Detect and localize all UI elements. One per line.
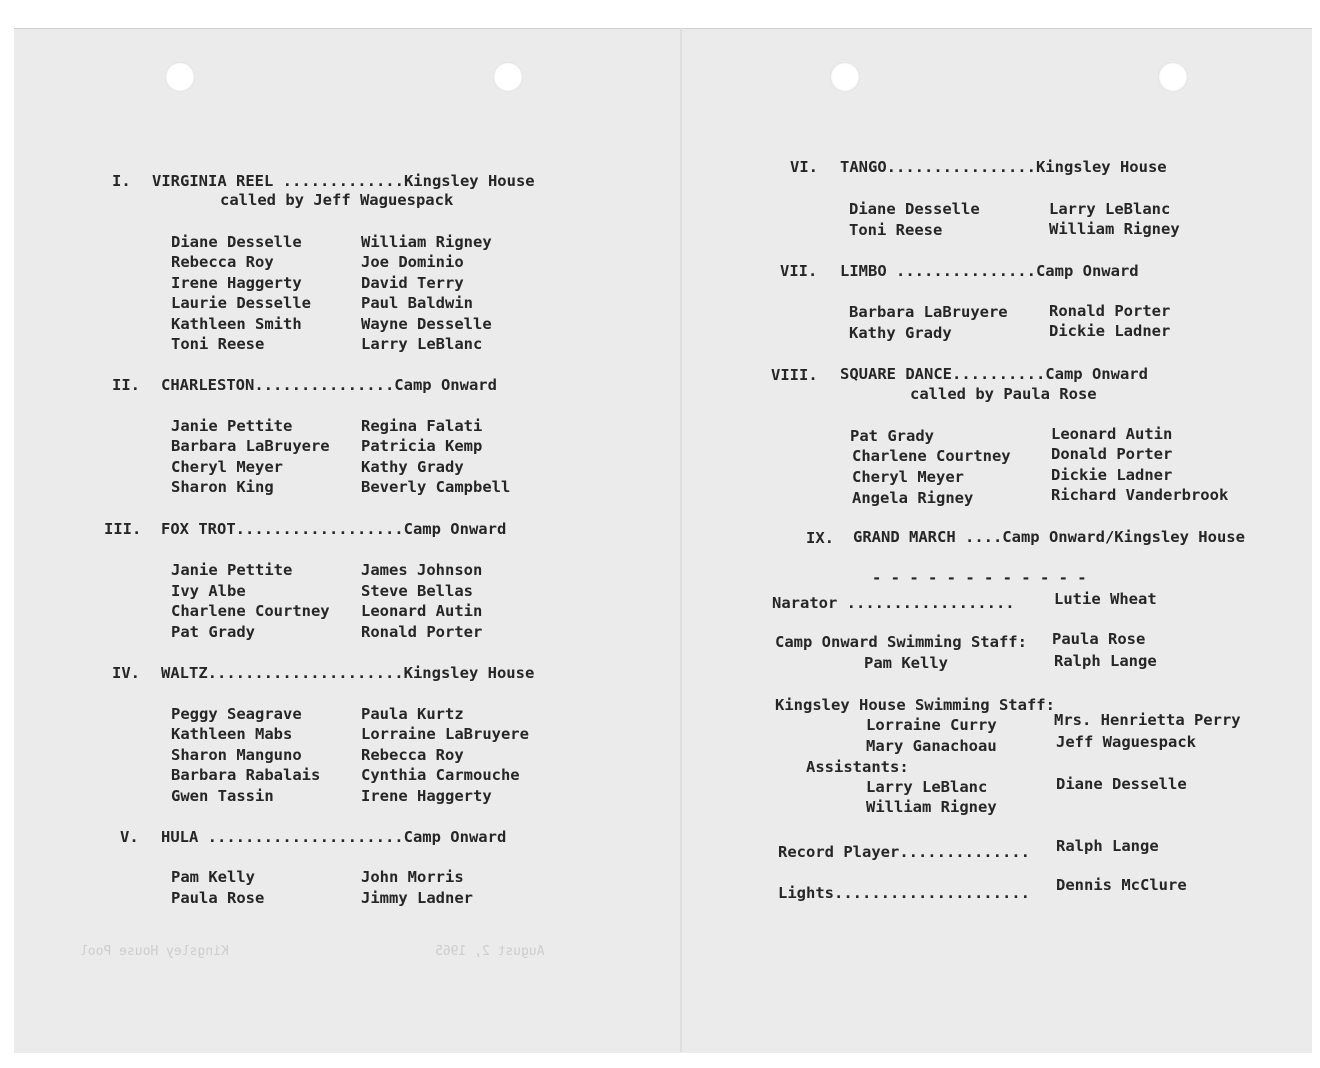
dancer-name: Dickie Ladner: [1051, 466, 1173, 484]
dance-line: GRAND MARCH ....Camp Onward/Kingsley House: [853, 528, 1245, 546]
dancer-name: Pam Kelly: [171, 868, 255, 886]
staff-heading: Kingsley House Swimming Staff:: [775, 696, 1055, 714]
dancer-name: Donald Porter: [1051, 445, 1173, 463]
section-numeral: VIII.: [771, 366, 818, 384]
staff-name: Diane Desselle: [1056, 775, 1187, 793]
credit-name: Dennis McClure: [1056, 876, 1187, 894]
bleed-through-text: Kingsley House Pool: [80, 944, 229, 959]
dashed-divider: - - - - - - - - - - - -: [872, 569, 1087, 587]
dancer-name: Steve Bellas: [361, 582, 473, 600]
dance-line: HULA .....................Camp Onward: [161, 828, 507, 846]
credit-label: Narator ..................: [772, 594, 1015, 612]
dancer-name: Rebecca Roy: [171, 253, 274, 271]
dancer-name: Cynthia Carmouche: [361, 766, 520, 784]
dancer-name: Laurie Desselle: [171, 294, 311, 312]
dancer-name: Diane Desselle: [171, 233, 302, 251]
dancer-name: Kathleen Mabs: [171, 725, 293, 743]
dancer-name: Toni Reese: [849, 221, 943, 239]
staff-name: Ralph Lange: [1054, 652, 1157, 670]
dancer-name: Patricia Kemp: [361, 437, 483, 455]
section-numeral: VII.: [780, 262, 818, 280]
staff-heading: Camp Onward Swimming Staff:: [775, 633, 1027, 651]
dancer-name: Janie Pettite: [171, 561, 293, 579]
credit-label: Lights.....................: [778, 884, 1030, 902]
center-fold: [680, 28, 682, 1052]
staff-name: Mary Ganachoau: [866, 737, 997, 755]
dancer-name: Leonard Autin: [361, 602, 483, 620]
dance-line: SQUARE DANCE..........Camp Onward: [840, 365, 1148, 383]
section-numeral: III.: [104, 520, 142, 538]
dancer-name: Angela Rigney: [852, 489, 974, 507]
section-numeral: IV.: [112, 664, 140, 682]
dancer-name: Jimmy Ladner: [361, 889, 473, 907]
dancer-name: Regina Falati: [361, 417, 483, 435]
dancer-name: Paula Kurtz: [361, 705, 464, 723]
section-numeral: I.: [112, 172, 131, 190]
dancer-name: Dickie Ladner: [1049, 322, 1171, 340]
staff-name: William Rigney: [866, 798, 997, 816]
staff-name: Jeff Waguespack: [1056, 733, 1196, 751]
section-numeral: II.: [112, 376, 140, 394]
dancer-name: Kathy Grady: [849, 324, 952, 342]
punch-hole: [493, 62, 523, 92]
dancer-name: Cheryl Meyer: [171, 458, 283, 476]
dancer-name: Barbara LaBruyere: [171, 437, 330, 455]
staff-name: Mrs. Henrietta Perry: [1054, 711, 1241, 729]
dancer-name: Lorraine LaBruyere: [361, 725, 529, 743]
staff-name: Larry LeBlanc: [866, 778, 988, 796]
dancer-name: Joe Dominio: [361, 253, 464, 271]
dancer-name: Ronald Porter: [1049, 302, 1171, 320]
dancer-name: William Rigney: [361, 233, 492, 251]
section-numeral: IX.: [806, 529, 834, 547]
dance-line: CHARLESTON...............Camp Onward: [161, 376, 497, 394]
dancer-name: Ivy Albe: [171, 582, 246, 600]
dancer-name: Kathy Grady: [361, 458, 464, 476]
dance-line: WALTZ.....................Kingsley House: [161, 664, 535, 682]
dancer-name: David Terry: [361, 274, 464, 292]
section-numeral: VI.: [790, 158, 818, 176]
punch-hole: [1158, 62, 1188, 92]
section-numeral: V.: [120, 828, 139, 846]
dancer-name: Barbara Rabalais: [171, 766, 321, 784]
dancer-name: Leonard Autin: [1051, 425, 1173, 443]
dancer-name: Charlene Courtney: [171, 602, 330, 620]
dance-line: TANGO................Kingsley House: [840, 158, 1167, 176]
dancer-name: Rebecca Roy: [361, 746, 464, 764]
dance-line: VIRGINIA REEL .............Kingsley House: [152, 172, 535, 190]
dancer-name: Cheryl Meyer: [852, 468, 964, 486]
dancer-name: Sharon Manguno: [171, 746, 302, 764]
staff-heading: Assistants:: [806, 758, 909, 776]
punch-hole: [830, 62, 860, 92]
dancer-name: Barbara LaBruyere: [849, 303, 1008, 321]
credit-name: Ralph Lange: [1056, 837, 1159, 855]
dancer-name: James Johnson: [361, 561, 483, 579]
dancer-name: Paul Baldwin: [361, 294, 473, 312]
dancer-name: Larry LeBlanc: [1049, 200, 1171, 218]
dancer-name: Peggy Seagrave: [171, 705, 302, 723]
dancer-name: John Morris: [361, 868, 464, 886]
dancer-name: Paula Rose: [171, 889, 265, 907]
caller-line: called by Paula Rose: [910, 385, 1097, 403]
dancer-name: Diane Desselle: [849, 200, 980, 218]
dancer-name: Richard Vanderbrook: [1051, 486, 1229, 504]
caller-line: called by Jeff Waguespack: [220, 191, 454, 209]
credit-name: Lutie Wheat: [1054, 590, 1157, 608]
dancer-name: Kathleen Smith: [171, 315, 302, 333]
dancer-name: Sharon King: [171, 478, 274, 496]
dancer-name: William Rigney: [1049, 220, 1180, 238]
bleed-through-text: August 2, 1965: [435, 944, 545, 959]
dancer-name: Janie Pettite: [171, 417, 293, 435]
dancer-name: Pat Grady: [171, 623, 255, 641]
dancer-name: Irene Haggerty: [361, 787, 492, 805]
staff-name: Pam Kelly: [864, 654, 948, 672]
dancer-name: Irene Haggerty: [171, 274, 302, 292]
staff-name: Paula Rose: [1052, 630, 1146, 648]
dancer-name: Gwen Tassin: [171, 787, 274, 805]
staff-name: Lorraine Curry: [866, 716, 997, 734]
dancer-name: Charlene Courtney: [852, 447, 1011, 465]
dancer-name: Toni Reese: [171, 335, 265, 353]
dance-line: FOX TROT..................Camp Onward: [161, 520, 507, 538]
dancer-name: Ronald Porter: [361, 623, 483, 641]
punch-hole: [165, 62, 195, 92]
dance-line: LIMBO ...............Camp Onward: [840, 262, 1139, 280]
dancer-name: Beverly Campbell: [361, 478, 511, 496]
dancer-name: Pat Grady: [850, 427, 934, 445]
credit-label: Record Player..............: [778, 843, 1030, 861]
dancer-name: Wayne Desselle: [361, 315, 492, 333]
dancer-name: Larry LeBlanc: [361, 335, 483, 353]
